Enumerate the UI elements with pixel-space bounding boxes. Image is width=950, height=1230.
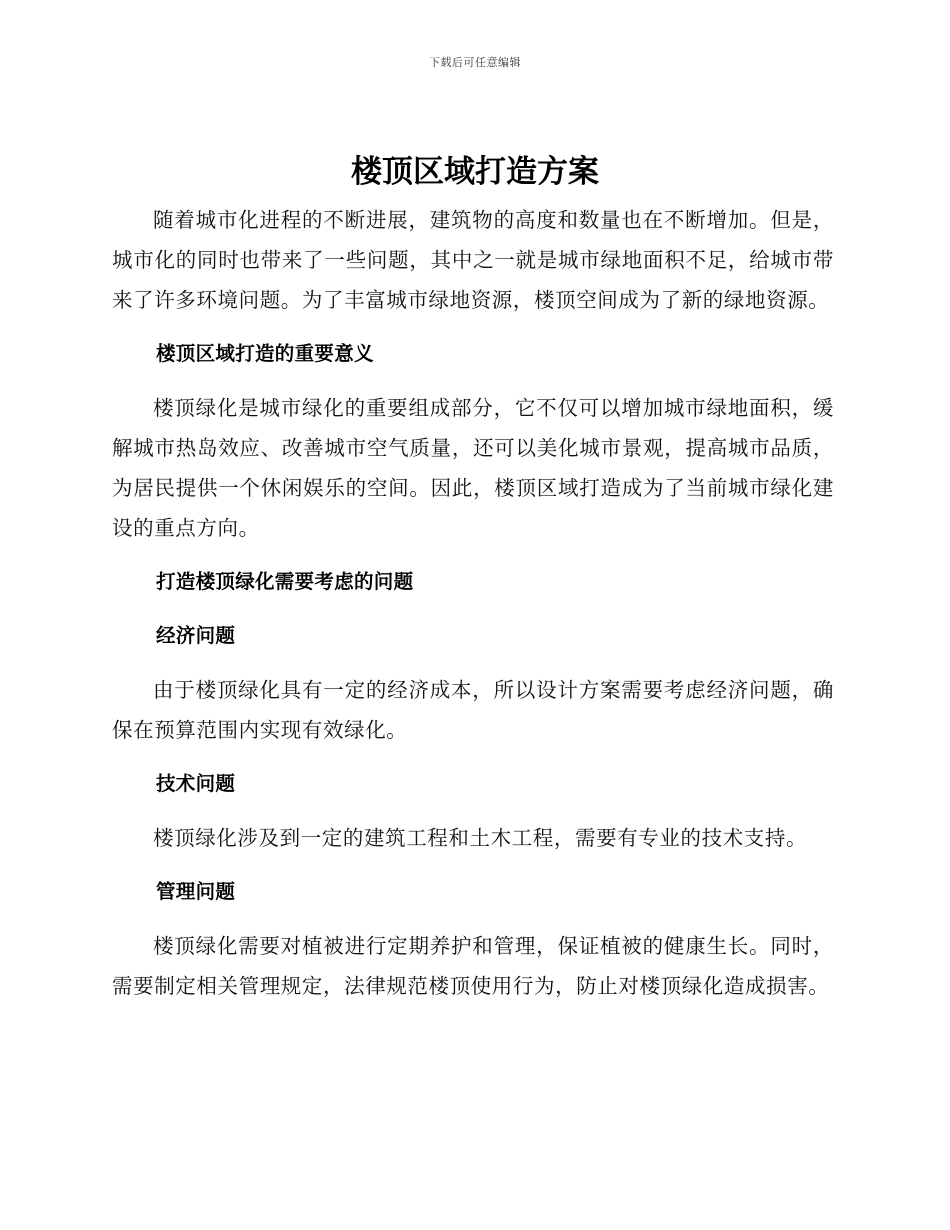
importance-paragraph: 楼顶绿化是城市绿化的重要组成部分，它不仅可以增加城市绿地面积，缓解城市热岛效应、改善城市空气质量，还可以美化城市景观，提高城市品质，为居民提供一个休闲娱乐的空间。因此，楼顶区域打造成为了当前城市绿化建设的重点方向。 xyxy=(112,396,834,540)
page-header-note: 下载后可任意编辑 xyxy=(429,56,521,69)
subheading-management: 管理问题 xyxy=(156,880,236,903)
economic-paragraph: 由于楼顶绿化具有一定的经济成本，所以设计方案需要考虑经济问题，确保在预算范围内实现有效绿化。 xyxy=(112,678,834,742)
intro-paragraph: 随着城市化进程的不断进展，建筑物的高度和数量也在不断增加。但是，城市化的同时也带来了一些问题，其中之一就是城市绿地面积不足，给城市带来了许多环境问题。为了丰富城市绿地资源，楼顶空间成为了新的绿地资源。 xyxy=(112,208,834,312)
document-body xyxy=(112,200,834,1020)
section-heading-considerations: 打造楼顶绿化需要考虑的问题 xyxy=(156,570,414,593)
subheading-technical: 技术问题 xyxy=(156,772,236,795)
management-paragraph: 楼顶绿化需要对植被进行定期养护和管理，保证植被的健康生长。同时，需要制定相关管理规定，法律规范楼顶使用行为，防止对楼顶绿化造成损害。 xyxy=(112,934,834,998)
technical-paragraph: 楼顶绿化涉及到一定的建筑工程和土木工程，需要有专业的技术支持。 xyxy=(153,826,808,850)
section-heading-importance: 楼顶区域打造的重要意义 xyxy=(156,342,374,365)
subheading-economic: 经济问题 xyxy=(156,624,236,647)
document-title: 楼顶区域打造方案 xyxy=(351,154,599,190)
